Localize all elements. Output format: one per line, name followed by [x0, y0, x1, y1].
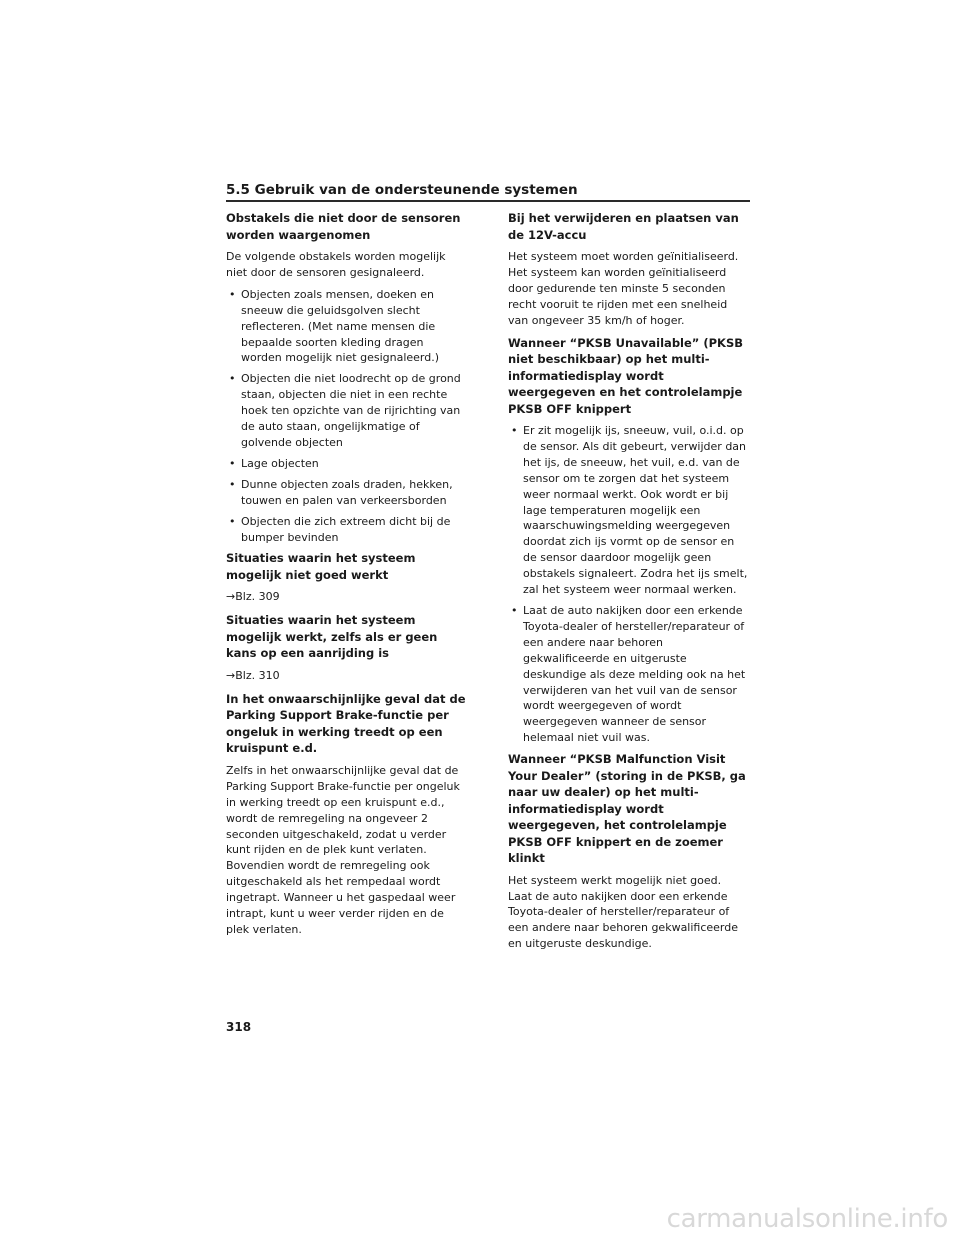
- heading-battery: Bij het verwijderen en plaatsen van de 12V-accu: [508, 211, 739, 242]
- heading-unexpected-activation: In het onwaarschijnlijke geval dat de Parking Support Brake-functie per ongeluk in werking treedt op een kruispunt e.d.: [226, 691, 466, 756]
- list-item: • Dunne objecten zoals draden, hekken, touwen en palen van verkeersborden: [226, 477, 466, 509]
- paragraph-intro: De volgende obstakels worden mogelijk niet door de sensoren gesignaleerd.: [226, 250, 446, 279]
- page-reference-310[interactable]: →Blz. 310: [226, 668, 280, 682]
- section-header: [226, 179, 750, 202]
- list-item: • Objecten die zich extreem dicht bij de bumper bevinden: [226, 514, 466, 546]
- paragraph-pksb-malfunction: Het systeem werkt mogelijk niet goed. Laat de auto nakijken door een erkende Toyota-dealer of hersteller/reparateur of een andere naar behoren gekwalificeerde en uitgeruste deskundige.: [508, 873, 739, 951]
- heading-system-works-no-collision: Situaties waarin het systeem mogelijk werkt, zelfs als er geen kans op een aanrijding is: [226, 613, 438, 661]
- page-reference-309[interactable]: →Blz. 309: [226, 590, 280, 604]
- obstacle-list: [226, 287, 466, 546]
- pksb-unavailable-list: [508, 423, 748, 746]
- heading-undetected-obstacles: Obstakels die niet door de sensoren worden waargenomen: [226, 211, 461, 242]
- paragraph-battery: Het systeem moet worden geïnitialiseerd. Het systeem kan worden geïnitialiseerd door gedurende ten minste 5 seconden recht vooruit te rijden met een snelheid van ongeveer 35 km/h of hoger.: [508, 250, 739, 327]
- section-title: 5.5 Gebruik van de ondersteunende systemen: [226, 182, 578, 198]
- list-item: • Laat de auto nakijken door een erkende Toyota-dealer of hersteller/reparateur of een andere naar behoren gekwalificeerde en uitgeruste deskundige als deze melding ook na het verwijderen van het vuil van de sensor wordt weergegeven of wordt weergegeven wanneer de sensor helemaal niet vuil was.: [508, 603, 748, 746]
- list-item: • Objecten zoals mensen, doeken en sneeuw die geluidsgolven slecht reflecteren. (Met name mensen die bepaalde soorten kleding dragen worden mogelijk niet gesignaleerd.): [226, 287, 466, 367]
- heading-pksb-malfunction: Wanneer “PKSB Malfunction Visit Your Dealer” (storing in de PKSB, ga naar uw dealer) op het multi-informatiedisplay wordt weergegeven, het controlelampje PKSB OFF knippert en de zoemer klinkt: [508, 752, 746, 866]
- right-column: [508, 210, 748, 958]
- page-number: 318: [226, 1020, 252, 1034]
- list-item: • Lage objecten: [226, 456, 466, 472]
- left-column: [226, 210, 466, 944]
- heading-system-not-working: Situaties waarin het systeem mogelijk niet goed werkt: [226, 551, 416, 582]
- watermark: carmanualsonline.info: [666, 1204, 948, 1234]
- list-item: • Objecten die niet loodrecht op de grond staan, objecten die niet in een rechte hoek ten opzichte van de rijrichting van de auto staan, ongelijkmatige of golvende objecten: [226, 371, 466, 451]
- paragraph-unexpected-activation: Zelfs in het onwaarschijnlijke geval dat de Parking Support Brake-functie per ongeluk in werking treedt op een kruispunt e.d., wordt de remregeling na ongeveer 2 seconden uitgeschakeld, zodat u verder kunt rijden en de plek kunt verlaten. Bovendien wordt de remregeling ook uitgeschakeld als het rempedaal wordt ingetrapt. Wanneer u het gaspedaal weer intrapt, kunt u weer verder rijden en de plek verlaten.: [226, 763, 460, 936]
- list-item: • Er zit mogelijk ijs, sneeuw, vuil, o.i.d. op de sensor. Als dit gebeurt, verwijder dan het ijs, de sneeuw, het vuil, e.d. van de sensor om te zorgen dat het systeem weer normaal werkt. Ook wordt er bij lage temperaturen mogelijk een waarschuwingsmelding weergegeven doordat zich ijs vormt op de sensor en de sensor daardoor mogelijk geen obstakels signaleert. Zodra het ijs smelt, zal het systeem weer normaal werken.: [508, 423, 748, 598]
- heading-pksb-unavailable: Wanneer “PKSB Unavailable” (PKSB niet beschikbaar) op het multi-informatiedisplay wordt weergegeven en het controlelampje PKSB OFF knippert: [508, 335, 743, 416]
